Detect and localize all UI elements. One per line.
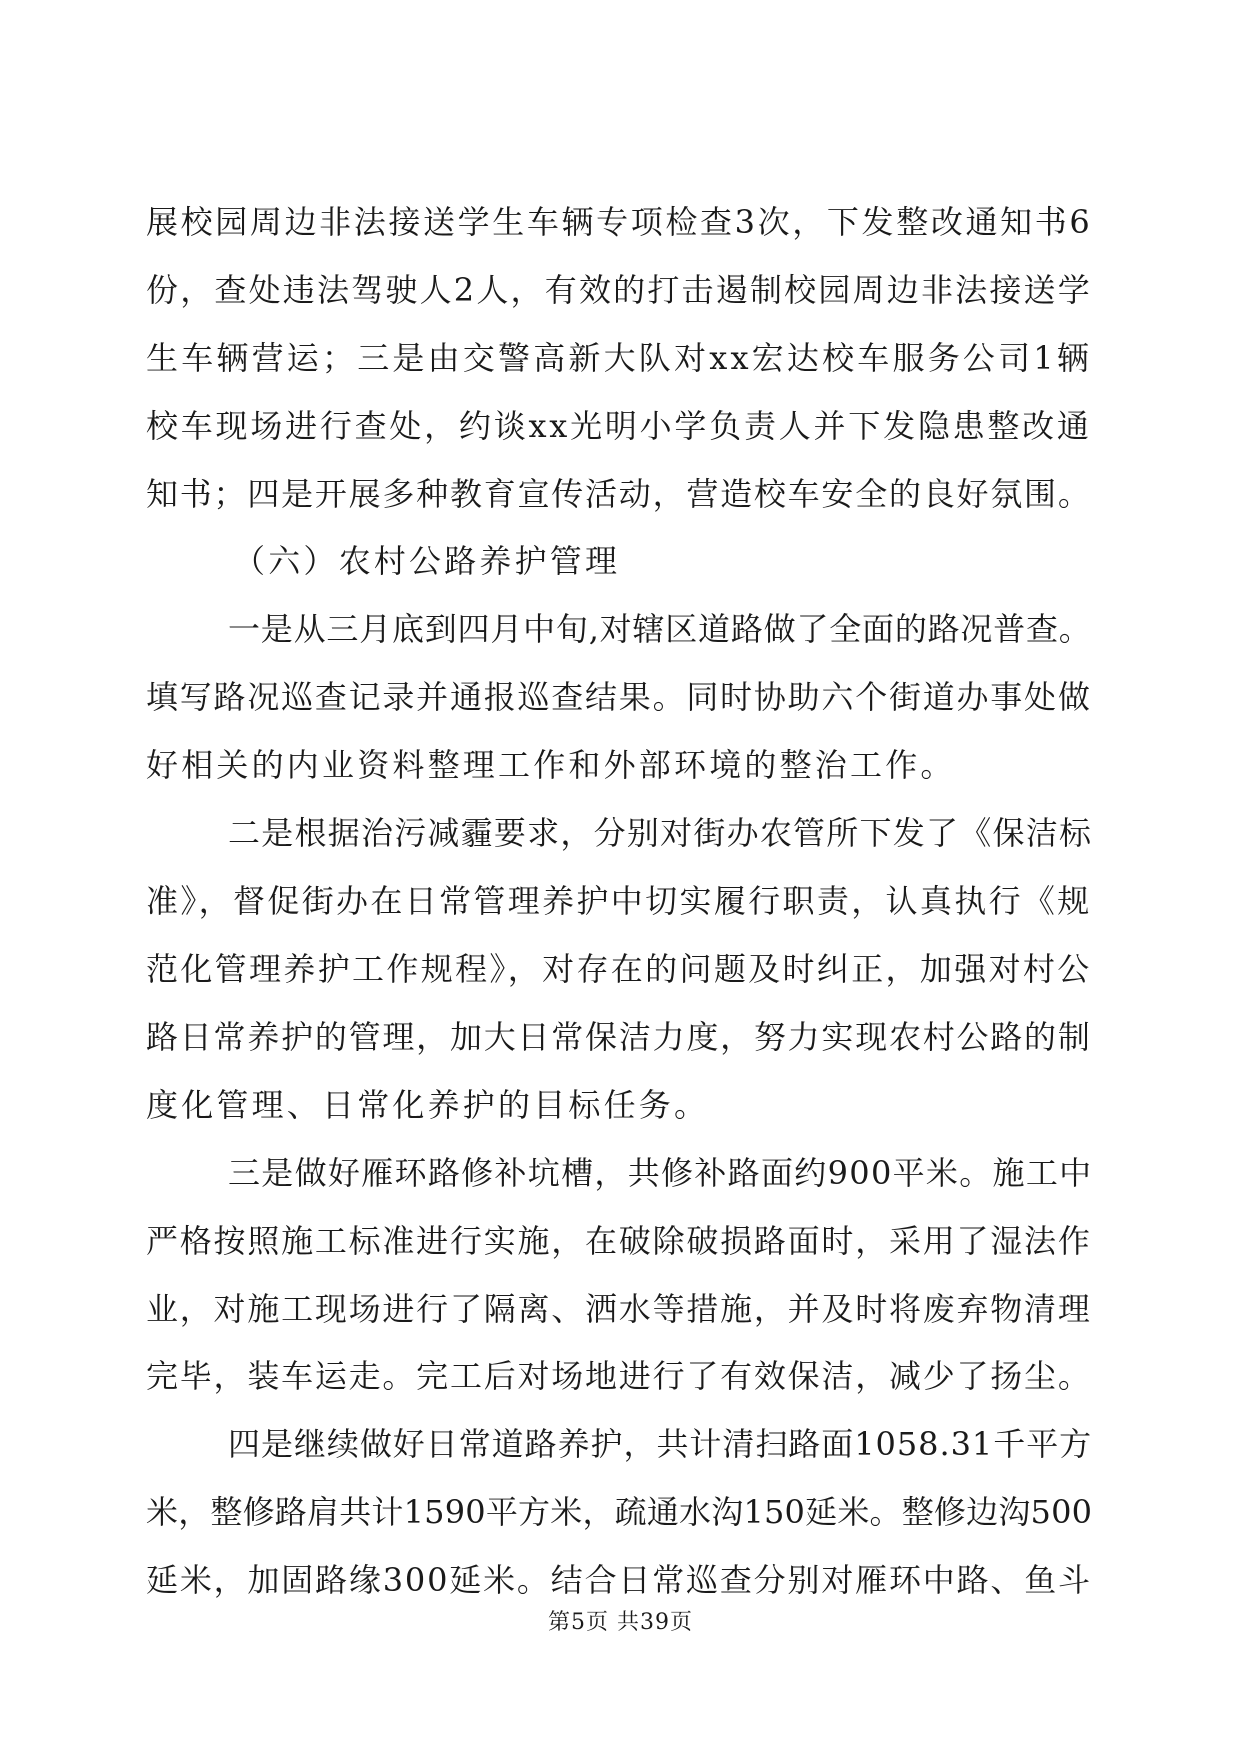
body-text-line: 路日常养护的管理，加大日常保洁力度，努力实现农村公路的制 bbox=[146, 1018, 1092, 1056]
body-text-line: 延米，加固路缘300延米。结合日常巡查分别对雁环中路、鱼斗 bbox=[146, 1561, 1092, 1599]
body-text-line: 填写路况巡查记录并通报巡查结果。同时协助六个街道办事处做 bbox=[146, 678, 1092, 716]
page-footer: 第5页 共39页 bbox=[548, 1610, 693, 1635]
body-text-line: 米，整修路肩共计1590平方米，疏通水沟150延米。整修边沟500 bbox=[146, 1493, 1093, 1531]
body-text-line: 二是根据治污减霾要求，分别对街办农管所下发了《保洁标 bbox=[228, 814, 1093, 852]
body-text-line: 生车辆营运；三是由交警高新大队对xx宏达校车服务公司1辆 bbox=[146, 339, 1093, 377]
body-text-line: 份，查处违法驾驶人2人，有效的打击遏制校园周边非法接送学 bbox=[146, 271, 1092, 309]
body-text-line: 准》，督促街办在日常管理养护中切实履行职责，认真执行《规 bbox=[146, 882, 1092, 920]
body-text-line: 严格按照施工标准进行实施，在破除破损路面时，采用了湿法作 bbox=[146, 1222, 1092, 1260]
body-text-line: 展校园周边非法接送学生车辆专项检查3次，下发整改通知书6 bbox=[146, 203, 1093, 241]
body-text-line: 度化管理、日常化养护的目标任务。 bbox=[146, 1086, 710, 1124]
section-heading: （六）农村公路养护管理 bbox=[233, 542, 621, 580]
body-text-line: 业，对施工现场进行了隔离、洒水等措施，并及时将废弃物清理 bbox=[146, 1290, 1092, 1328]
body-text-line: 四是继续做好日常道路养护，共计清扫路面1058.31千平方 bbox=[228, 1425, 1093, 1463]
body-text-line: 范化管理养护工作规程》，对存在的问题及时纠正，加强对村公 bbox=[146, 950, 1092, 988]
body-text-line: 校车现场进行查处，约谈xx光明小学负责人并下发隐患整改通 bbox=[146, 407, 1092, 445]
body-text-line: 好相关的内业资料整理工作和外部环境的整治工作。 bbox=[146, 746, 956, 784]
body-text-line: 知书；四是开展多种教育宣传活动，营造校车安全的良好氛围。 bbox=[146, 475, 1092, 513]
body-text-line: 三是做好雁环路修补坑槽，共修补路面约900平米。施工中 bbox=[228, 1154, 1093, 1192]
body-text-line: 完毕，装车运走。完工后对场地进行了有效保洁，减少了扬尘。 bbox=[146, 1357, 1092, 1395]
body-text-line: 一是从三月底到四月中旬,对辖区道路做了全面的路况普查。 bbox=[228, 610, 1092, 648]
